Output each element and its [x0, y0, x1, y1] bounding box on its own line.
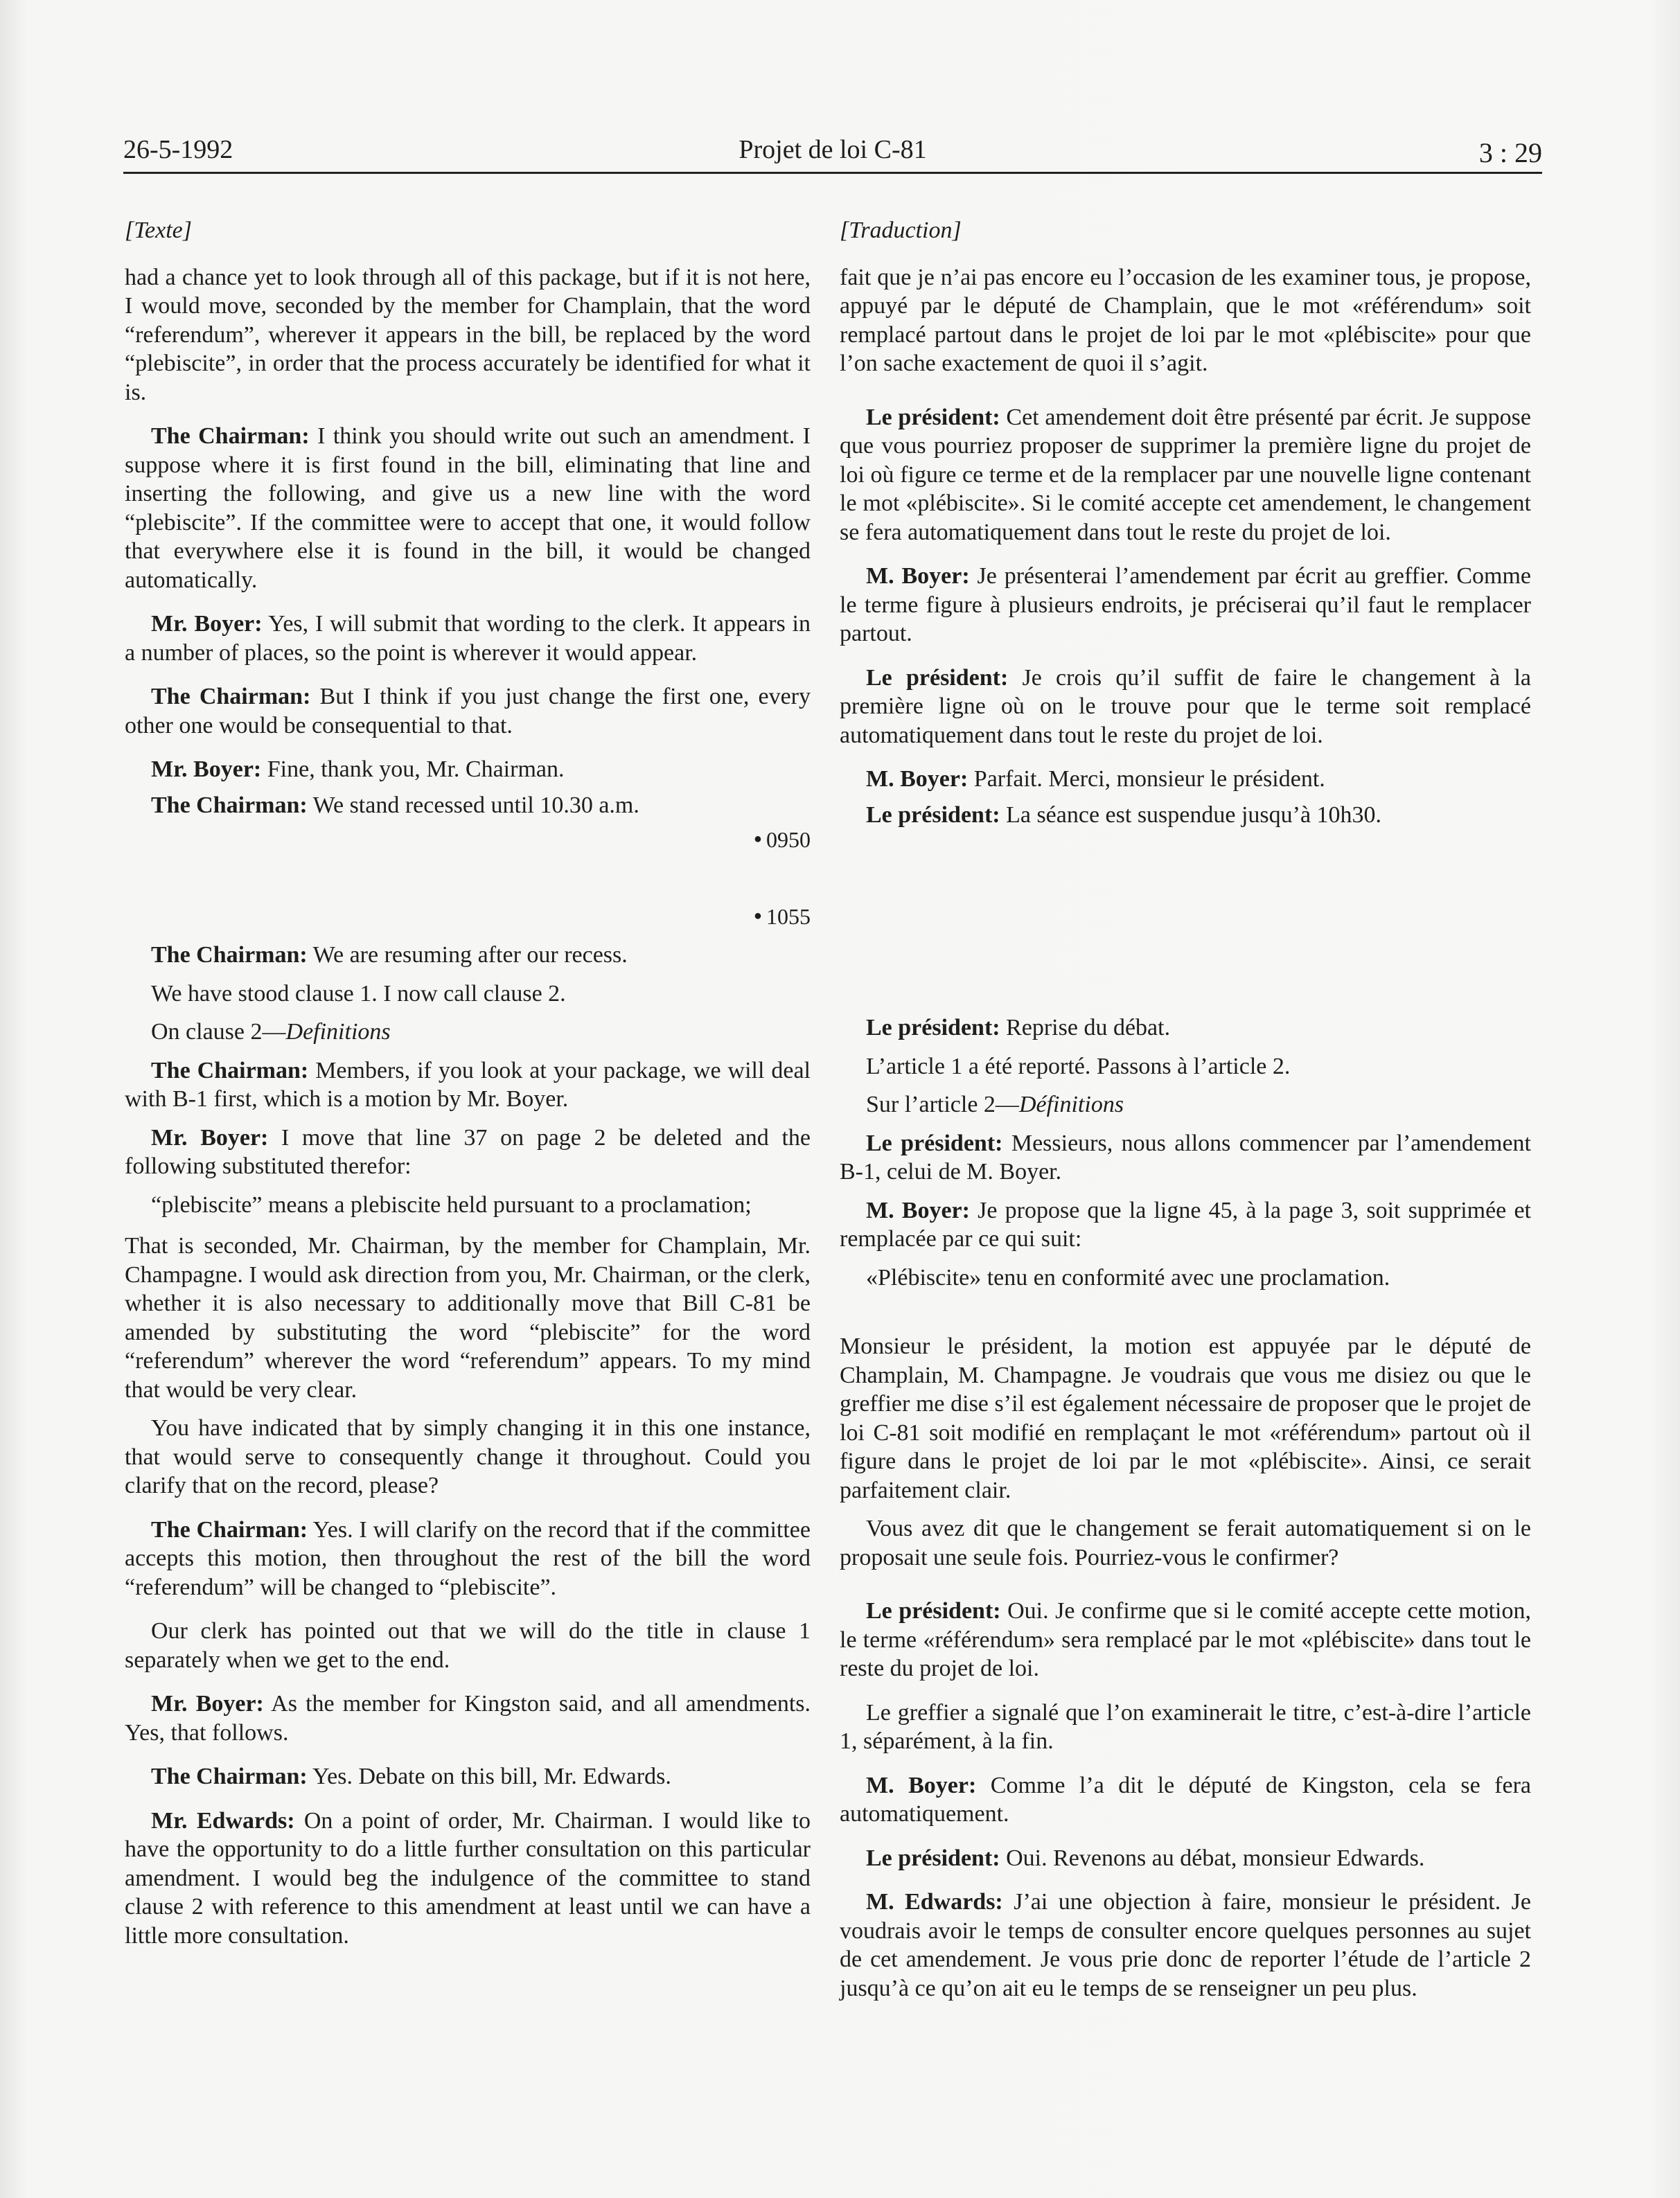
paragraph: Mr. Boyer: Fine, thank you, Mr. Chairman.: [151, 756, 565, 782]
paragraph: The Chairman: Yes. I will clarify on the record that if the committee accepts this motion, then throughout the rest of the bill the word “referendum” will be changed to “plebiscite”.: [125, 1516, 811, 1600]
paragraph: Our clerk has pointed out that we will do the title in clause 1 separately when we get to the end.: [125, 1618, 811, 1673]
paragraph: had a chance yet to look through all of this package, but if it is not here, I would move, seconded by the member for Champlain, that the word “referendum”, wherever it appears in the bill, be replaced by the word “plebiscite”, in order that the process accurately be identified for what it is.: [125, 264, 811, 405]
paragraph: M. Boyer: Parfait. Merci, monsieur le président.: [866, 766, 1325, 792]
paragraph: fait que je n’ai pas encore eu l’occasion de les examiner tous, je propose, appuyé par le député de Champlain, que le mot «référendum» soit remplacé partout dans le projet de loi par le mot «plébiscite» pour que l’on sache exactement de quoi il s’agit.: [840, 264, 1531, 376]
quote: «Plébiscite» tenu en conformité avec une proclamation.: [866, 1264, 1390, 1291]
french-column: [840, 216, 1531, 2018]
paragraph: Le président: Oui. Je confirme que si le comité accepte cette motion, le terme «référendum» sera remplacé par le mot «plébiscite» dans tout le reste du projet de loi.: [840, 1598, 1531, 1681]
paragraph: You have indicated that by simply changing it in this one instance, that would serve to consequently change it throughout. Could you clarify that on the record, please?: [125, 1415, 811, 1498]
speaker: The Chairman:: [151, 792, 308, 818]
paragraph: M. Boyer: Je présenterai l’amendement par écrit au greffier. Comme le terme figure à plusieurs endroits, je préciserai qu’il faut le remplacer partout.: [840, 563, 1531, 646]
language-label: [Traduction]: [840, 218, 962, 243]
speaker: The Chairman:: [151, 942, 308, 968]
speaker: The Chairman:: [151, 1057, 309, 1083]
speaker: Mr. Boyer:: [151, 1124, 269, 1151]
paragraph: M. Edwards: J’ai une objection à faire, monsieur le président. Je voudrais avoir le temps de consulter encore quelques personnes au sujet de cet amendement. Je vous prie donc de reporter l’étude de l’article 2 jusqu’à ce qu’on ait eu le temps de se renseigner un peu plus.: [840, 1889, 1531, 2001]
paragraph: The Chairman: But I think if you just change the first one, every other one would be consequential to that.: [125, 684, 811, 738]
paragraph: Le président: Reprise du débat.: [866, 1015, 1171, 1040]
paragraph: The Chairman: Yes. Debate on this bill, Mr. Edwards.: [151, 1764, 671, 1789]
speaker: M. Boyer:: [866, 563, 970, 589]
header-date: 26-5-1992: [123, 135, 233, 164]
paragraph: That is seconded, Mr. Chairman, by the member for Champlain, Mr. Champagne. I would ask direction from you, Mr. Chairman, or the clerk, whether it is also necessary to additionally move that Bill C-81 be amended by substituting the word “plebiscite” for the word “referendum” wherever the word “referendum” appears. To my mind that would be very clear.: [125, 1233, 811, 1403]
speaker: M. Boyer:: [866, 766, 969, 792]
paragraph: Le président: Cet amendement doit être présenté par écrit. Je suppose que vous pourriez proposer de supprimer la première ligne du projet de loi où figure ce terme et de la remplacer par une nouvelle ligne contenant le mot «plébiscite». Si le comité accepte cet amendement, le changement se fera automatiquement dans tout le reste du projet de loi.: [840, 404, 1532, 545]
speaker: Le président:: [866, 801, 1000, 828]
speaker: Le président:: [866, 1015, 1000, 1040]
speaker: Le président:: [866, 1130, 1003, 1156]
paragraph: Le président: Oui. Revenons au débat, monsieur Edwards.: [866, 1845, 1425, 1871]
quote: “plebiscite” means a plebiscite held pursuant to a proclamation;: [151, 1191, 752, 1218]
speaker: Le président:: [866, 1598, 1001, 1624]
paragraph: Monsieur le président, la motion est appuyée par le député de Champlain, M. Champagne. Je voudrais que vous me disiez ou que le greffier me dise s’il est également nécessaire de proposer que le projet de loi C-81 soit modifié en remplaçant le mot «référendum» partout où il figure dans le projet de loi par le mot «plébiscite». Ainsi, ce serait parfaitement clair.: [840, 1333, 1531, 1503]
speaker: Mr. Edwards:: [151, 1807, 295, 1834]
paragraph: We have stood clause 1. I now call clause 2.: [151, 980, 566, 1007]
speaker: Le président:: [866, 664, 1009, 691]
speaker: The Chairman:: [151, 684, 311, 709]
paragraph: The Chairman: Members, if you look at your package, we will deal with B-1 first, which is a motion by Mr. Boyer.: [125, 1057, 811, 1112]
speaker: The Chairman:: [151, 1516, 308, 1543]
paragraph: Vous avez dit que le changement se ferait automatiquement si on le proposait une seule fois. Pourriez-vous le confirmer?: [840, 1516, 1531, 1570]
paragraph: Mr. Boyer: Yes, I will submit that wording to the clerk. It appears in a number of places, so the point is wherever it would appear.: [125, 611, 811, 666]
timestamp: ● 0950: [753, 827, 811, 852]
paragraph: Le greffier a signalé que l’on examinerait le titre, c’est-à-dire l’article 1, séparément, à la fin.: [840, 1699, 1531, 1754]
header-page-number: 3 : 29: [1478, 137, 1542, 168]
timestamp: ● 1055: [753, 903, 811, 929]
speaker: M. Boyer:: [866, 1772, 977, 1798]
english-column: [125, 216, 811, 1965]
paragraph: M. Boyer: Comme l’a dit le député de Kingston, cela se fera automatiquement.: [840, 1772, 1531, 1827]
speaker: Mr. Boyer:: [151, 756, 262, 782]
page-header: [123, 129, 1542, 174]
paragraph: Le président: Messieurs, nous allons commencer par l’amendement B-1, celui de M. Boyer.: [840, 1130, 1531, 1185]
speaker: Mr. Boyer:: [151, 611, 263, 637]
paragraph: L’article 1 a été reporté. Passons à l’article 2.: [866, 1053, 1291, 1079]
paragraph: Mr. Edwards: On a point of order, Mr. Chairman. I would like to have the opportunity to do a little further consultation on this particular amendment. I would beg the indulgence of the committee to stand clause 2 with reference to this amendment at least until we can have a little more consultation.: [125, 1807, 811, 1949]
header-title: Projet de loi C-81: [739, 135, 927, 164]
language-label: [Texte]: [125, 218, 192, 243]
paragraph: The Chairman: We stand recessed until 10.30 a.m.: [151, 792, 639, 818]
paragraph: Mr. Boyer: As the member for Kingston said, and all amendments. Yes, that follows.: [125, 1691, 811, 1746]
speaker: The Chairman:: [151, 423, 310, 449]
paragraph: The Chairman: We are resuming after our recess.: [151, 942, 628, 968]
paragraph: Le président: La séance est suspendue jusqu’à 10h30.: [866, 801, 1382, 828]
paragraph: M. Boyer: Je propose que la ligne 45, à la page 3, soit supprimée et remplacée par ce qui suit:: [840, 1197, 1531, 1252]
speaker: The Chairman:: [151, 1764, 308, 1789]
speaker: Le président:: [866, 1845, 1000, 1871]
speaker: Le président:: [866, 404, 1000, 430]
speaker: M. Edwards:: [866, 1889, 1003, 1915]
paragraph: On clause 2—Definitions: [151, 1019, 391, 1045]
speaker: Mr. Boyer:: [151, 1691, 264, 1717]
paragraph: Mr. Boyer: I move that line 37 on page 2 be deleted and the following substituted therefor:: [125, 1124, 811, 1179]
speaker: M. Boyer:: [866, 1197, 970, 1223]
paragraph: The Chairman: I think you should write out such an amendment. I suppose where it is first found in the bill, eliminating that line and inserting the following, and give us a new line with the word “plebiscite”. If the committee were to accept that one, it would follow that everywhere else it is found in the bill, it would be changed automatically.: [125, 423, 811, 593]
paragraph: Le président: Je crois qu’il suffit de faire le changement à la première ligne où on le trouve pour que le terme soit remplacé automatiquement dans tout le reste du projet de loi.: [840, 664, 1531, 748]
paragraph: Sur l’article 2—Définitions: [866, 1092, 1124, 1117]
